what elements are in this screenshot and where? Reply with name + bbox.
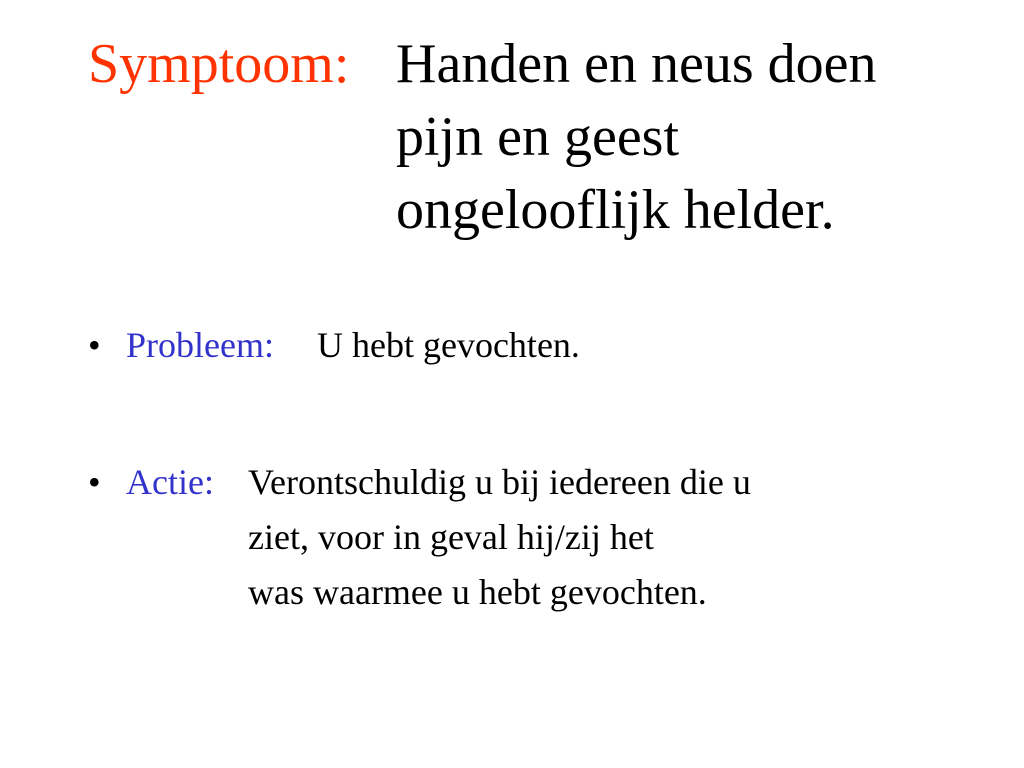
- title-label: Symptoom:: [88, 33, 350, 95]
- bullet-marker: •: [88, 462, 101, 502]
- bullet-text-problem: [317, 318, 580, 373]
- bullet-line: was waarmee u hebt gevochten.: [248, 572, 707, 612]
- bullet-label-problem: Probleem:: [126, 325, 274, 365]
- bullet-marker: •: [88, 325, 101, 365]
- title-line-3: ongelooflijk helder.: [396, 179, 835, 241]
- title-line-1: Handen en neus doen: [396, 33, 877, 95]
- bullet-text-action: [248, 455, 751, 620]
- bullet-line: Verontschuldig u bij iedereen die u: [248, 462, 751, 502]
- bullet-line: ziet, voor in geval hij/zij het: [248, 517, 654, 557]
- title-text: [396, 28, 877, 247]
- bullet-line: U hebt gevochten.: [317, 325, 580, 365]
- bullet-label-action: Actie:: [126, 462, 214, 502]
- title-line-2: pijn en geest: [396, 106, 680, 168]
